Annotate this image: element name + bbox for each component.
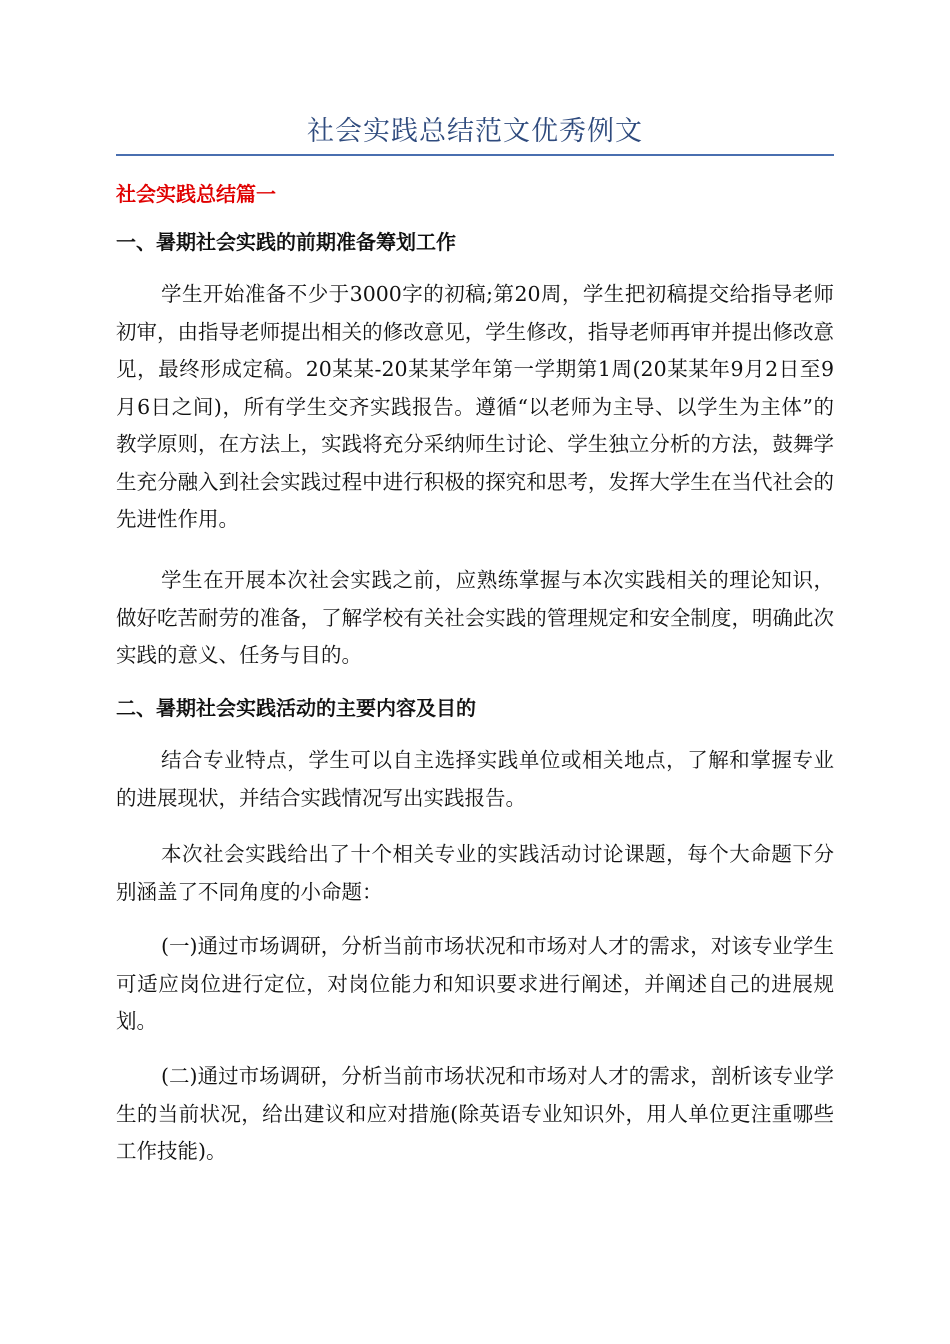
heading-1: 一、暑期社会实践的前期准备筹划工作 xyxy=(116,230,456,254)
paragraph-4: 本次社会实践给出了十个相关专业的实践活动讨论课题，每个大命题下分别涵盖了不同角度的小命题： xyxy=(116,842,834,904)
document-title: 社会实践总结范文优秀例文 xyxy=(307,116,643,147)
paragraph-6: (二)通过市场调研，分析当前市场状况和市场对人才的需求，剖析该专业学生的当前状况，给出建议和应对措施(除英语专业知识外，用人单位更注重哪些工作技能)。 xyxy=(116,1064,834,1163)
section-title: 社会实践总结篇一 xyxy=(116,182,276,206)
title-underline xyxy=(116,154,834,156)
paragraph-1: 学生开始准备不少于3000字的初稿;第20周，学生把初稿提交给指导老师初审，由指导老师提出相关的修改意见，学生修改，指导老师再审并提出修改意见，最终形成定稿。20某某-20某某学年第一学期第1周(20某某年9月2日至9月6日之间)，所有学生交齐实践报告。遵循“以老师为主导、以学生为主体”的教学原则，在方法上，实践将充分采纳师生讨论、学生独立分析的方法，鼓舞学生充分融入到社会实践过程中进行积极的探究和思考，发挥大学生在当代社会的先进性作用。 xyxy=(116,282,834,531)
paragraph-2: 学生在开展本次社会实践之前，应熟练掌握与本次实践相关的理论知识，做好吃苦耐劳的准备，了解学校有关社会实践的管理规定和安全制度，明确此次实践的意义、任务与目的。 xyxy=(116,568,834,667)
heading-2: 二、暑期社会实践活动的主要内容及目的 xyxy=(116,696,476,720)
paragraph-3: 结合专业特点，学生可以自主选择实践单位或相关地点，了解和掌握专业的进展现状，并结合实践情况写出实践报告。 xyxy=(116,748,834,810)
paragraph-5: (一)通过市场调研，分析当前市场状况和市场对人才的需求，对该专业学生可适应岗位进行定位，对岗位能力和知识要求进行阐述，并阐述自己的进展规划。 xyxy=(116,934,834,1033)
